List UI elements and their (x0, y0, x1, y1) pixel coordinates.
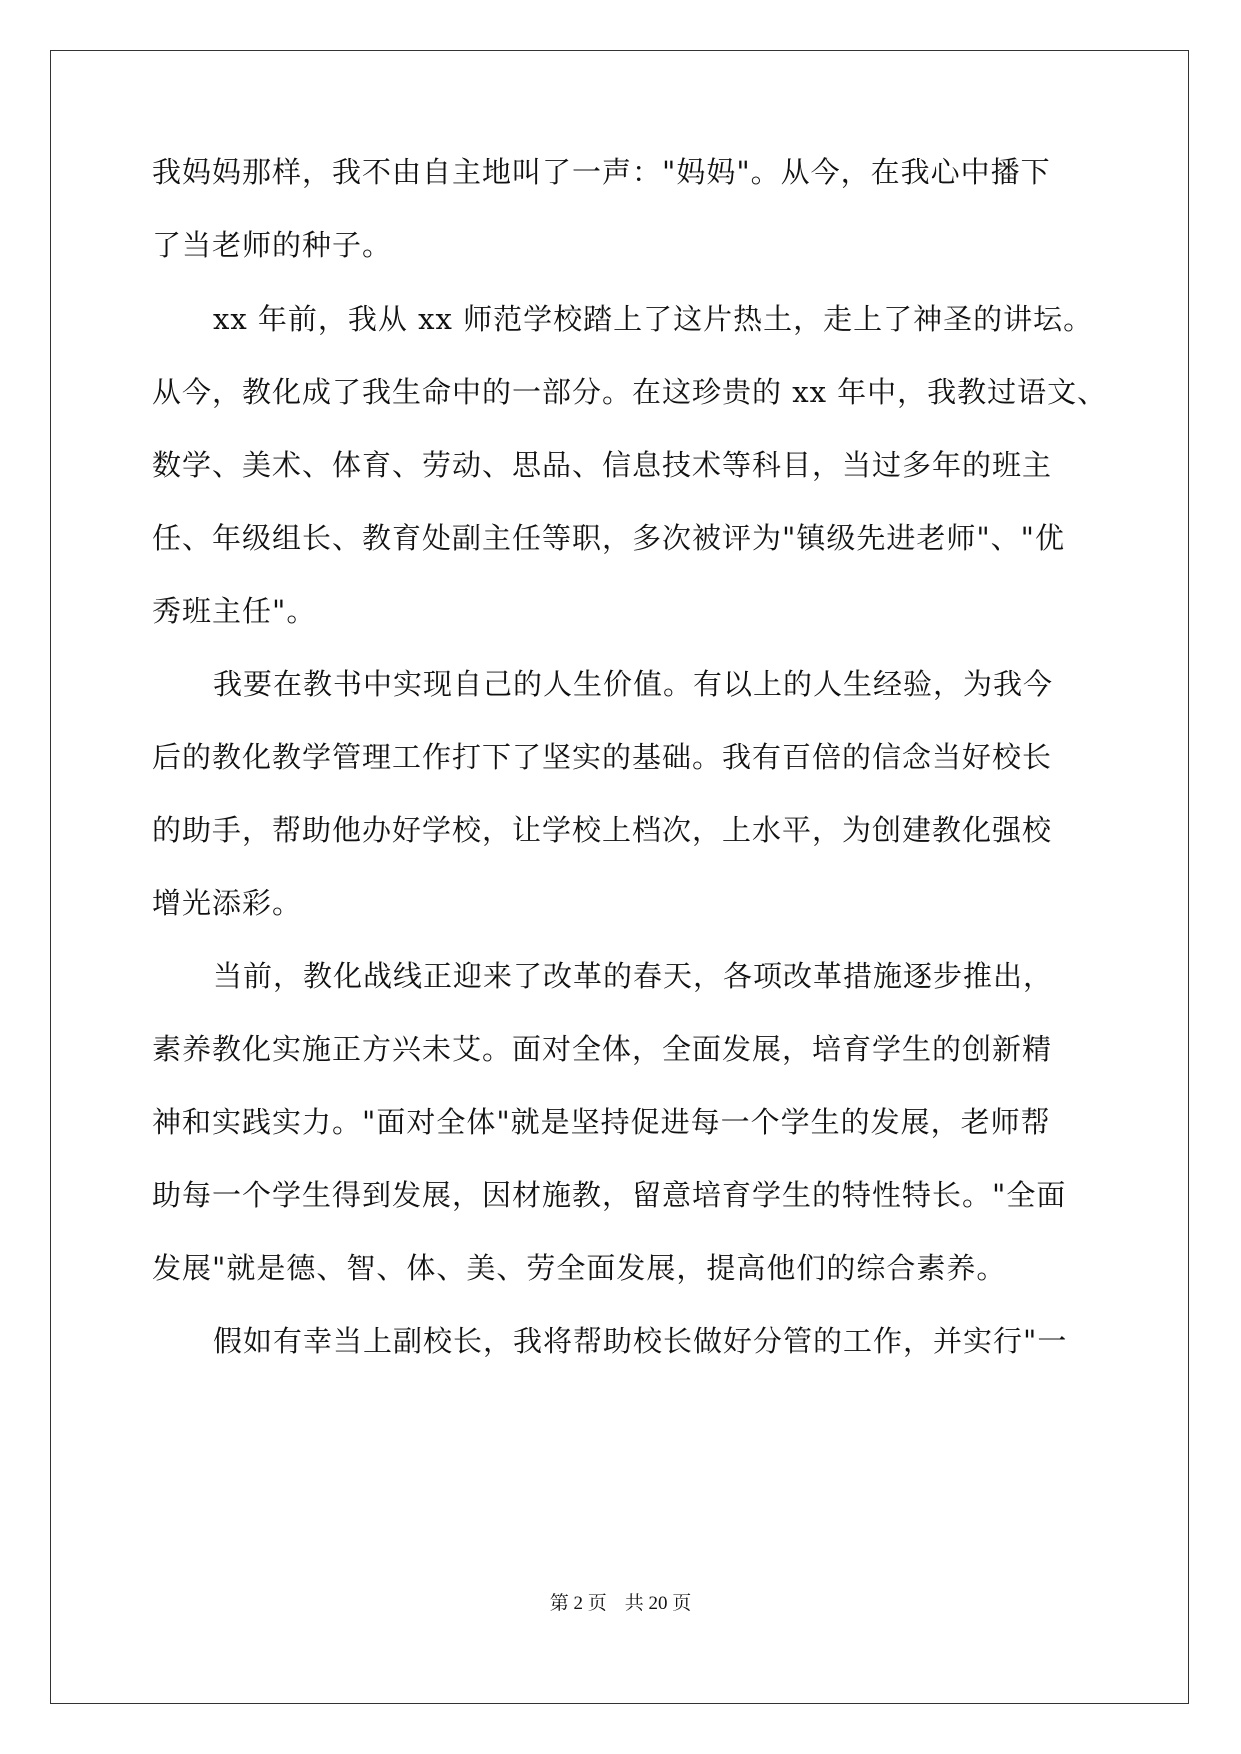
text-line: 秀班主任"。 (152, 594, 317, 628)
text-line: 任、年级组长、教育处副主任等职，多次被评为"镇级先进老师"、"优 (152, 521, 1066, 555)
text-line: 助每一个学生得到发展，因材施教，留意培育学生的特性特长。"全面 (152, 1178, 1067, 1212)
text-line: 了当老师的种子。 (152, 228, 393, 262)
text-line: 神和实践实力。"面对全体"就是坚持促进每一个学生的发展，老师帮 (152, 1105, 1051, 1139)
paragraph-start: xx 年前，我从 xx 师范学校踏上了这片热土，走上了神圣的讲坛。 (213, 302, 1094, 336)
text-line: 素养教化实施正方兴未艾。面对全体，全面发展，培育学生的创新精 (152, 1032, 1053, 1066)
paragraph-start: 假如有幸当上副校长，我将帮助校长做好分管的工作，并实行"一 (213, 1324, 1068, 1358)
text-line: 数学、美术、体育、劳动、思品、信息技术等科目，当过多年的班主 (152, 448, 1053, 482)
paragraph-start: 我要在教书中实现自己的人生价值。有以上的人生经验，为我今 (213, 667, 1054, 701)
text-line: 发展"就是德、智、体、美、劳全面发展，提高他们的综合素养。 (152, 1251, 1007, 1285)
page-total: 共 20 页 (624, 1593, 692, 1614)
page-footer (0, 1588, 1241, 1615)
text-line: 后的教化教学管理工作打下了坚实的基础。我有百倍的信念当好校长 (152, 740, 1053, 774)
text-line: 从今，教化成了我生命中的一部分。在这珍贵的 xx 年中，我教过语文、 (152, 375, 1108, 409)
paragraph-start: 当前，教化战线正迎来了改革的春天，各项改革措施逐步推出， (213, 959, 1054, 993)
page-number: 第 2 页 (549, 1593, 607, 1614)
text-line: 我妈妈那样，我不由自主地叫了一声："妈妈"。从今，在我心中播下 (152, 155, 1051, 189)
text-line: 增光添彩。 (152, 886, 303, 920)
text-line: 的助手，帮助他办好学校，让学校上档次，上水平，为创建教化强校 (152, 813, 1053, 847)
